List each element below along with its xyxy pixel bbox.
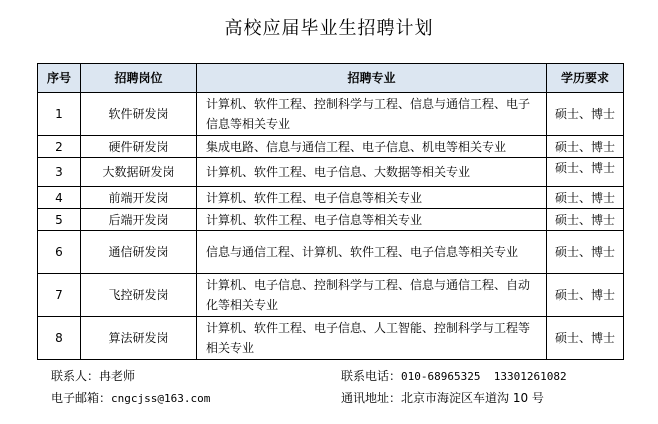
- row-position: 大数据研发岗: [81, 158, 197, 187]
- row-majors: 计算机、软件工程、控制科学与工程、信息与通信工程、电子信息等相关专业: [197, 93, 547, 136]
- table-row: [38, 231, 624, 274]
- row-degree: 硕士、博士: [547, 187, 624, 209]
- row-degree: 硕士、博士: [547, 158, 624, 187]
- row-position: 通信研发岗: [81, 231, 197, 274]
- row-serial: 8: [38, 317, 81, 360]
- table-row: [38, 274, 624, 317]
- contact-person: [51, 367, 135, 384]
- header-major: 招聘专业: [197, 64, 547, 93]
- row-degree: 硕士、博士: [547, 317, 624, 360]
- row-serial: 1: [38, 93, 81, 136]
- row-majors: 计算机、软件工程、电子信息、人工智能、控制科学与工程等相关专业: [197, 317, 547, 360]
- table-row: [38, 209, 624, 231]
- row-majors: 计算机、软件工程、电子信息等相关专业: [197, 187, 547, 209]
- row-serial: 4: [38, 187, 81, 209]
- row-serial: 3: [38, 158, 81, 187]
- page-title: 高校应届毕业生招聘计划: [224, 18, 434, 39]
- table-row: [38, 187, 624, 209]
- row-degree: 硕士、博士: [547, 93, 624, 136]
- row-degree: 硕士、博士: [547, 136, 624, 158]
- contact-email: [51, 389, 210, 406]
- contact-address: [341, 389, 544, 406]
- contact-label: 联系人：: [51, 369, 100, 383]
- row-majors: 信息与通信工程、计算机、软件工程、电子信息等相关专业: [197, 231, 547, 274]
- row-position: 硬件研发岗: [81, 136, 197, 158]
- row-position: 算法研发岗: [81, 317, 197, 360]
- row-serial: 2: [38, 136, 81, 158]
- table-row: [38, 136, 624, 158]
- email-value: cngcjss@163.com: [111, 392, 211, 405]
- table-row: [38, 93, 624, 136]
- table-header-row: [38, 64, 624, 93]
- address-label: 通讯地址：: [341, 391, 402, 405]
- row-position: 前端开发岗: [81, 187, 197, 209]
- header-serial: 序号: [38, 64, 81, 93]
- contact-phone: [341, 367, 567, 384]
- address-value: 北京市海淀区车道沟 10 号: [401, 391, 544, 405]
- row-degree: 硕士、博士: [547, 209, 624, 231]
- contact-value: 冉老师: [99, 369, 136, 383]
- row-majors: 计算机、软件工程、电子信息等相关专业: [197, 209, 547, 231]
- email-label: 电子邮箱：: [51, 391, 112, 405]
- row-degree: 硕士、博士: [547, 231, 624, 274]
- row-degree: 硕士、博士: [547, 274, 624, 317]
- phone-label: 联系电话：: [341, 369, 402, 383]
- row-serial: 7: [38, 274, 81, 317]
- row-majors: 计算机、软件工程、电子信息、大数据等相关专业: [197, 158, 547, 187]
- table-row: [38, 158, 624, 187]
- row-position: 软件研发岗: [81, 93, 197, 136]
- phone-value: 010-68965325 13301261082: [401, 370, 567, 383]
- row-serial: 5: [38, 209, 81, 231]
- header-degree: 学历要求: [547, 64, 624, 93]
- header-position: 招聘岗位: [81, 64, 197, 93]
- row-majors: 集成电路、信息与通信工程、电子信息、机电等相关专业: [197, 136, 547, 158]
- row-position: 后端开发岗: [81, 209, 197, 231]
- recruitment-table: [37, 63, 624, 360]
- table-row: [38, 317, 624, 360]
- row-position: 飞控研发岗: [81, 274, 197, 317]
- row-majors: 计算机、电子信息、控制科学与工程、信息与通信工程、自动化等相关专业: [197, 274, 547, 317]
- row-serial: 6: [38, 231, 81, 274]
